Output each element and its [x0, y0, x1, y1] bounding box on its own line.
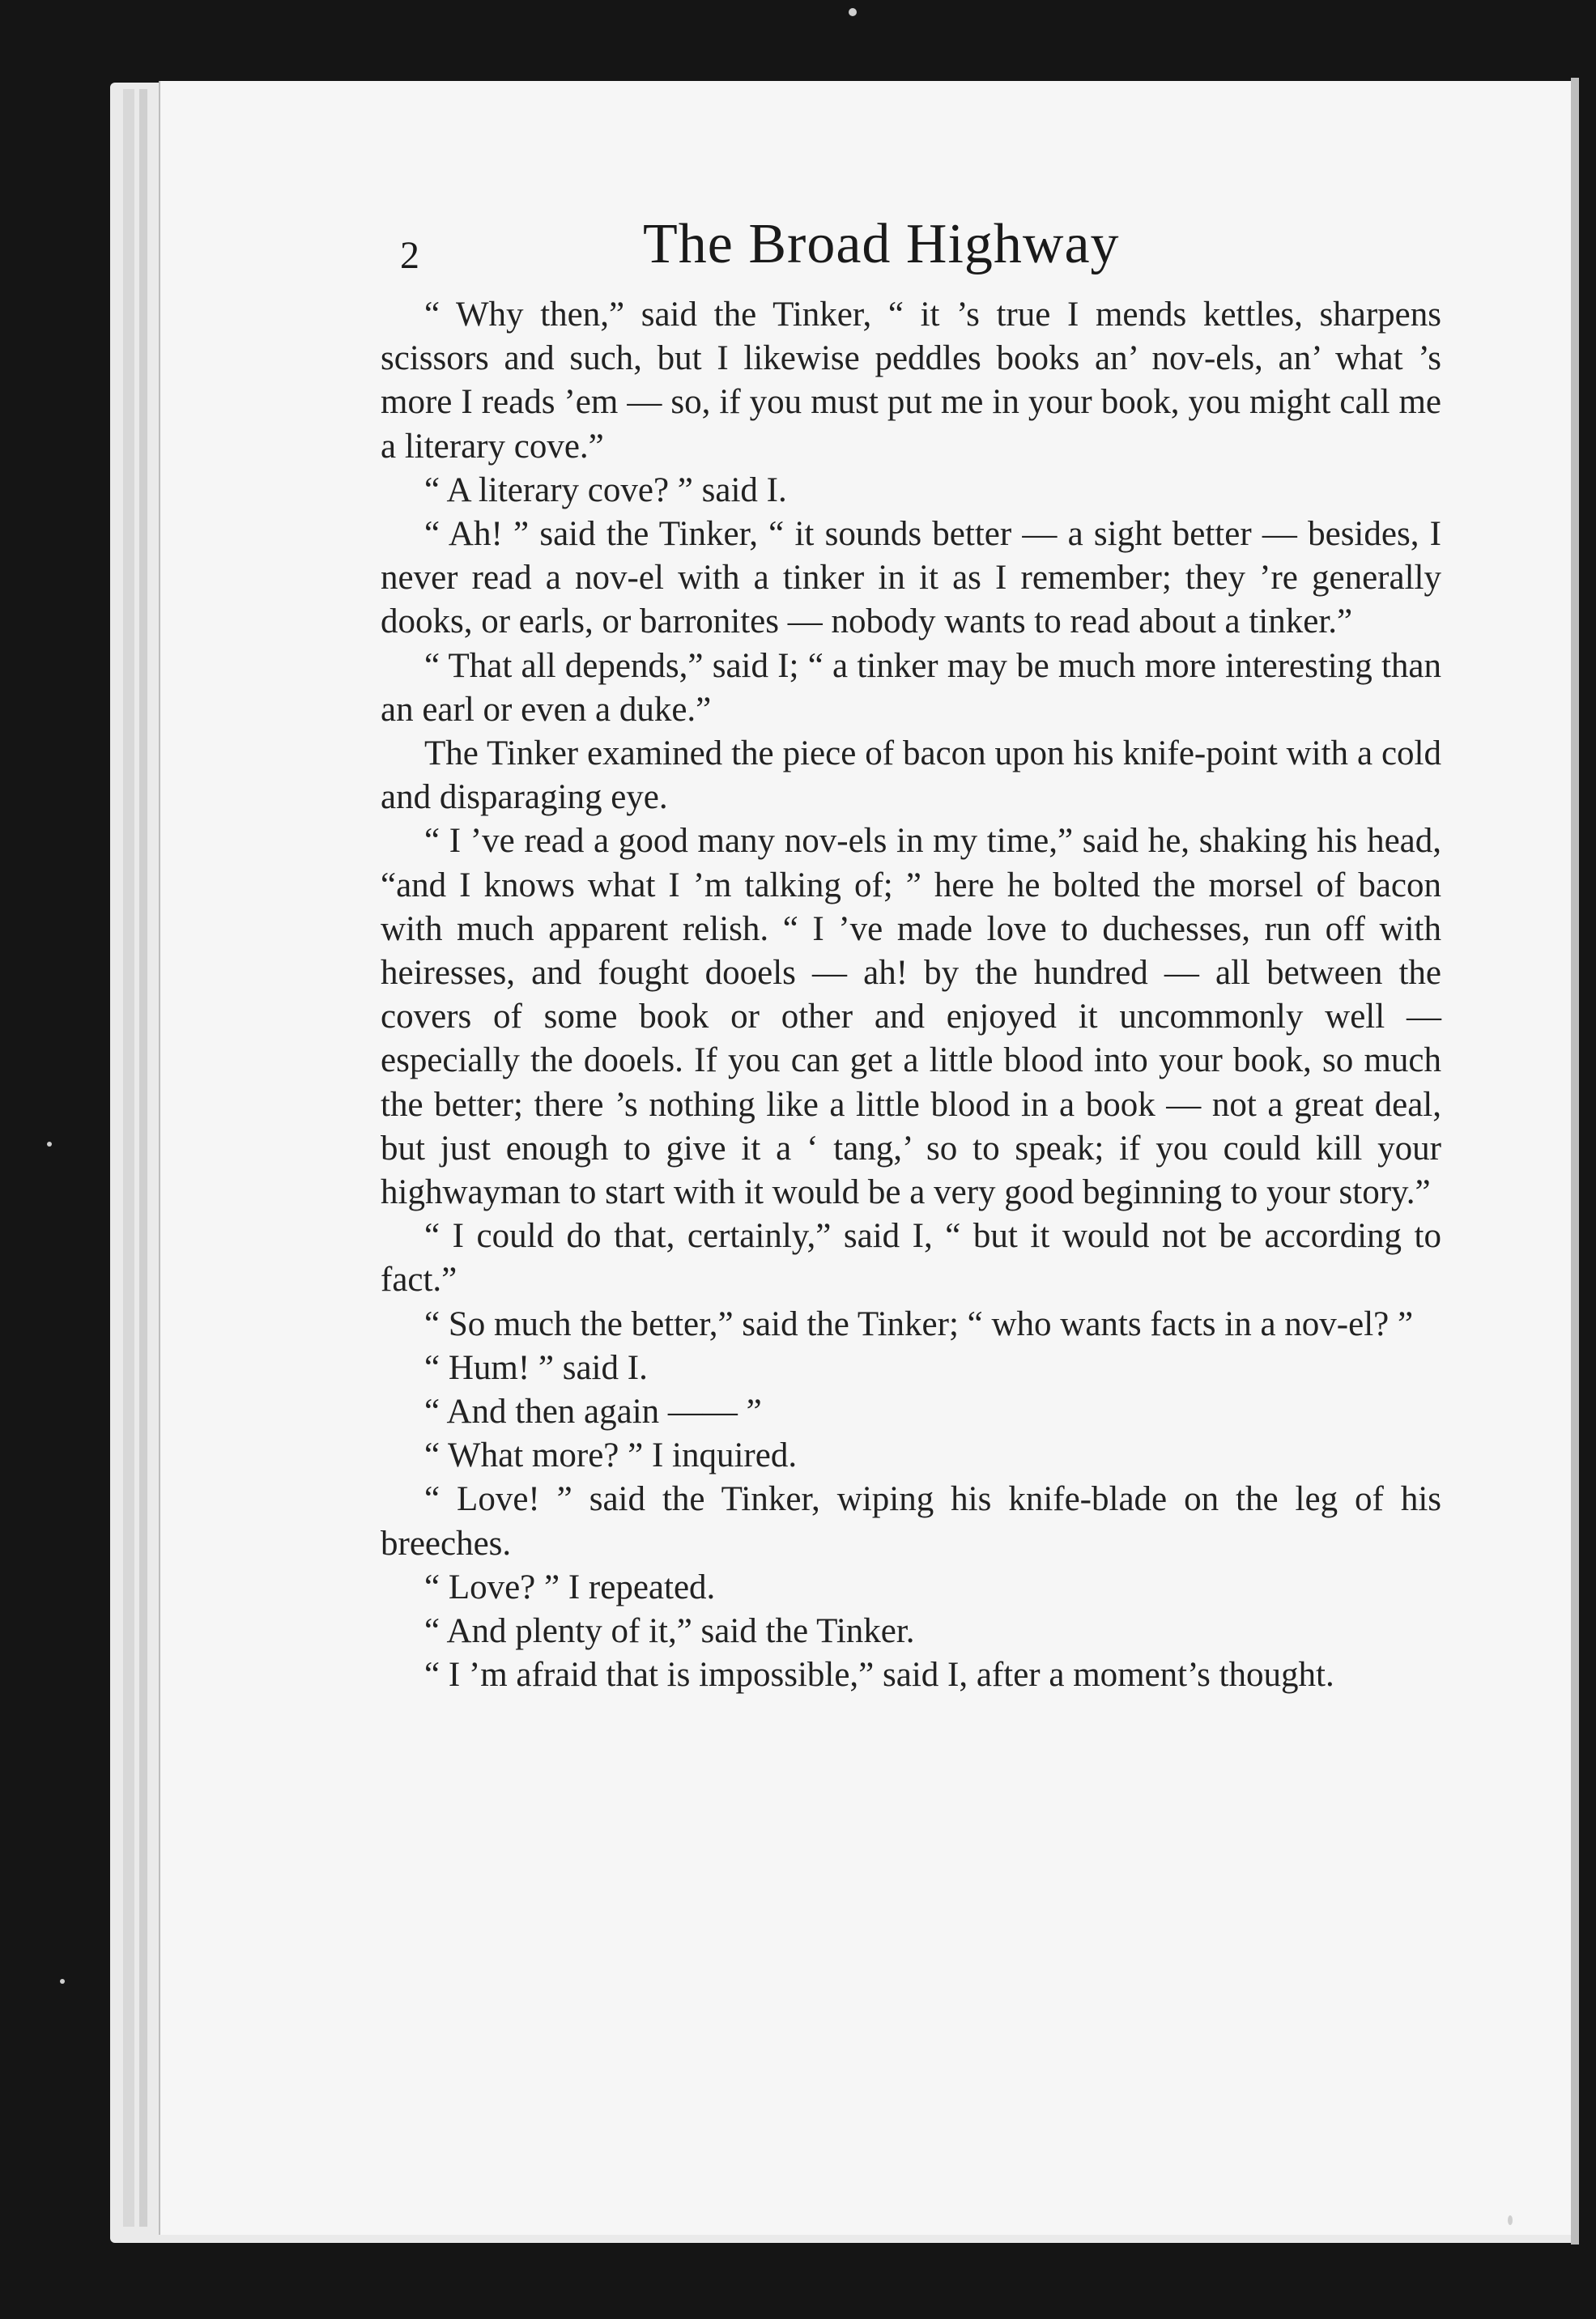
paragraph: “ So much the better,” said the Tinker; “ who wants facts in a nov-el? ” — [424, 1304, 1414, 1343]
paragraph: “ And plenty of it,” said the Tinker. — [424, 1612, 915, 1651]
dust-speck — [849, 8, 857, 16]
paragraph: “ Love? ” I repeated. — [424, 1568, 716, 1606]
dust-speck — [60, 1979, 65, 1984]
paragraph: “ Why then,” said the Tinker, “ it ’s true I mends kettles, sharpens scissors and such, but I likewise peddles books an’ nov-els, an’ what ’s more I reads ’em — so, if you must put me in your book, you might call me a literary cove.” — [381, 296, 1441, 466]
paragraph: “ Hum! ” said I. — [424, 1348, 648, 1387]
paragraph: “ I could do that, certainly,” said I, “ but it would not be according to fact.” — [381, 1217, 1441, 1300]
paragraph: “ That all depends,” said I; “ a tinker may be much more interesting than an earl or even a duke.” — [381, 646, 1441, 729]
paragraph: “ I ’ve read a good many nov-els in my time,” said he, shaking his head, “and I knows what I ’m talking of; ” here he bolted the morsel of bacon with much apparent relish. “ I ’ve made love to duchesses, run off with heiresses, and fought dooels — ah! by the hundred — all between the covers of some book or other and enjoyed it uncommonly well — especially the dooels. If you can get a little blood into your book, so much the better; there ’s nothing like a little blood in a book — not a great deal, but just enough to give it a ‘ tang,’ so to speak; if you could kill your highwayman to start with it would be a very good beginning to your story.” — [381, 822, 1441, 1212]
page-edge — [139, 89, 147, 2227]
dust-speck — [47, 1142, 52, 1147]
paragraph: The Tinker examined the piece of bacon upon his knife-point with a cold and disparaging eye. — [381, 734, 1441, 817]
page-number: 2 — [400, 234, 419, 277]
page-header — [400, 212, 1449, 285]
right-page-edge — [1571, 78, 1579, 2245]
paragraph: “ I ’m afraid that is impossible,” said I, after a moment’s thought. — [424, 1656, 1334, 1695]
running-title: The Broad Highway — [643, 213, 1120, 275]
paragraph: “ And then again —— ” — [424, 1393, 762, 1432]
paragraph: “ What more? ” I inquired. — [424, 1436, 798, 1475]
paragraph: “ Ah! ” said the Tinker, “ it sounds better — a sight better — besides, I never read a nov-el with a tinker in it as I remember; they ’re generally dooks, or earls, or barronites — nobody wants to read about a tinker.” — [381, 515, 1441, 641]
page-edge — [123, 89, 134, 2227]
dust-speck — [1508, 2215, 1513, 2225]
paragraph: “ Love! ” said the Tinker, wiping his knife-blade on the leg of his breeches. — [381, 1480, 1441, 1563]
paragraph: “ A literary cove? ” said I. — [424, 470, 787, 509]
body-text — [381, 293, 1441, 1698]
